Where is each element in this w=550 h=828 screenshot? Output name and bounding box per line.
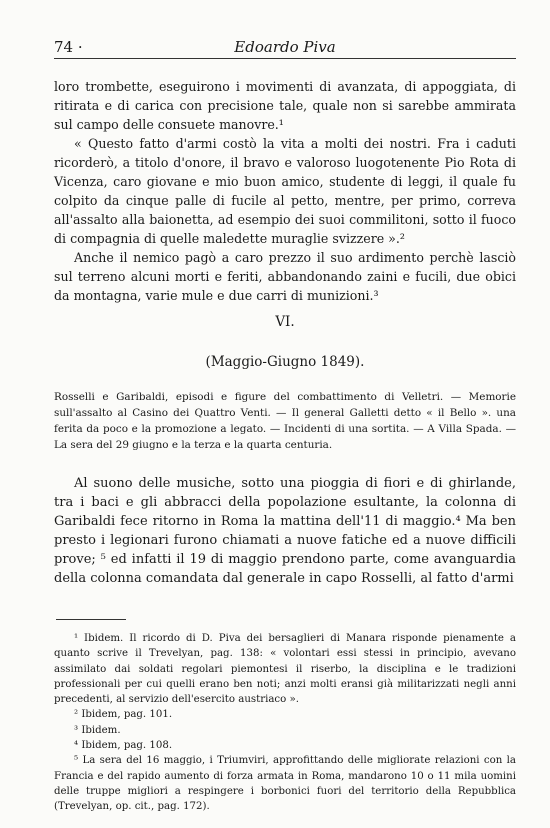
footnote-5: ⁵ La sera del 16 maggio, i Triumviri, approfittando delle migliorate relazioni con la Francia e del rapido aumento di forza armata in Roma, mandarono 10 o 11 mila uomini delle truppe migliori a respingere i borbonici fuori del territorio della Repubblica (Trevelyan, op. cit., pag. 172). (54, 755, 516, 813)
paragraph: loro trombette, eseguirono i movimenti di avanzata, di appoggiata, di ritirata e di carica con precisione tale, quale non si sarebbe ammirata sul campo delle consuete manovre.¹ (54, 79, 516, 132)
body-text (54, 77, 516, 305)
footnote-2: ² Ibidem, pag. 101. (74, 709, 173, 721)
header-rule (54, 58, 516, 59)
footnote-rule (56, 619, 126, 620)
footnote-4: ⁴ Ibidem, pag. 108. (74, 740, 173, 752)
page-number: 74 · (54, 38, 83, 56)
page (54, 36, 516, 813)
paragraph: Al suono delle musiche, sotto una pioggia di fiori e di ghirlande, tra i baci e gli abbracci della popolazione esultante, la colonna di Garibaldi fece ritorno in Roma la mattina dell'11 di maggio.⁴ Ma ben presto i legionari furono chiamati a nuove fatiche ed a nuove difficili prove; ⁵ ed infatti il 19 di maggio prendono parte, come avanguardia della colonna comandata dal generale in capo Rosselli, al fatto d'armi (54, 476, 516, 586)
paragraph: « Questo fatto d'armi costò la vita a molti dei nostri. Fra i caduti ricorderò, a titolo d'onore, il bravo e valoroso luogotenente Pio Rota di Vicenza, caro giovane e mio buon amico, studente di leggi, il quale fu colpito da cinque palle di fucile al petto, mentre, per primo, correva all'assalto alla baionetta, ad esempio dei suoi commilitoni, sotto il fuoco di compagnia di quelle maledette muraglie svizzere ».² (54, 136, 516, 246)
paragraph: Anche il nemico pagò a caro prezzo il suo ardimento perchè lasciò sul terreno alcuni morti e feriti, abbandonando zaini e fucili, due obici da montagna, varie mule e due carri di munizioni.³ (54, 250, 516, 303)
footnote-1: ¹ Ibidem. Il ricordo di D. Piva dei bersaglieri di Manara risponde pienamente a quanto scrive il Trevelyan, pag. 138: « volontari essi stessi in principio, avevano assimilato dai soldati regolari piemontesi il riserbo, la disciplina e le tradizioni professionali per cui quelli erano ben noti; anzi molti eransi già militarizzati negli anni precedenti, al servizio dell'esercito austriaco ». (54, 633, 516, 706)
footnote-3: ³ Ibidem. (74, 724, 121, 736)
page-header (54, 36, 516, 58)
footnotes (54, 631, 516, 815)
running-head: Edoardo Piva (234, 38, 336, 56)
section-number: VI. (275, 314, 295, 330)
body-text-2 (54, 474, 516, 588)
section-subtitle: (Maggio-Giugno 1849). (205, 354, 365, 370)
chapter-summary: Rosselli e Garibaldi, episodi e figure del combattimento di Velletri. — Memorie sull'assalto al Casino dei Quattro Venti. — Il general Galletti detto « il Bello ». una ferita da poco e la promozione a legato. — Incidenti di una sortita. — A Villa Spada. — La sera del 29 giugno e la terza e la quarta centuria. (54, 391, 516, 451)
